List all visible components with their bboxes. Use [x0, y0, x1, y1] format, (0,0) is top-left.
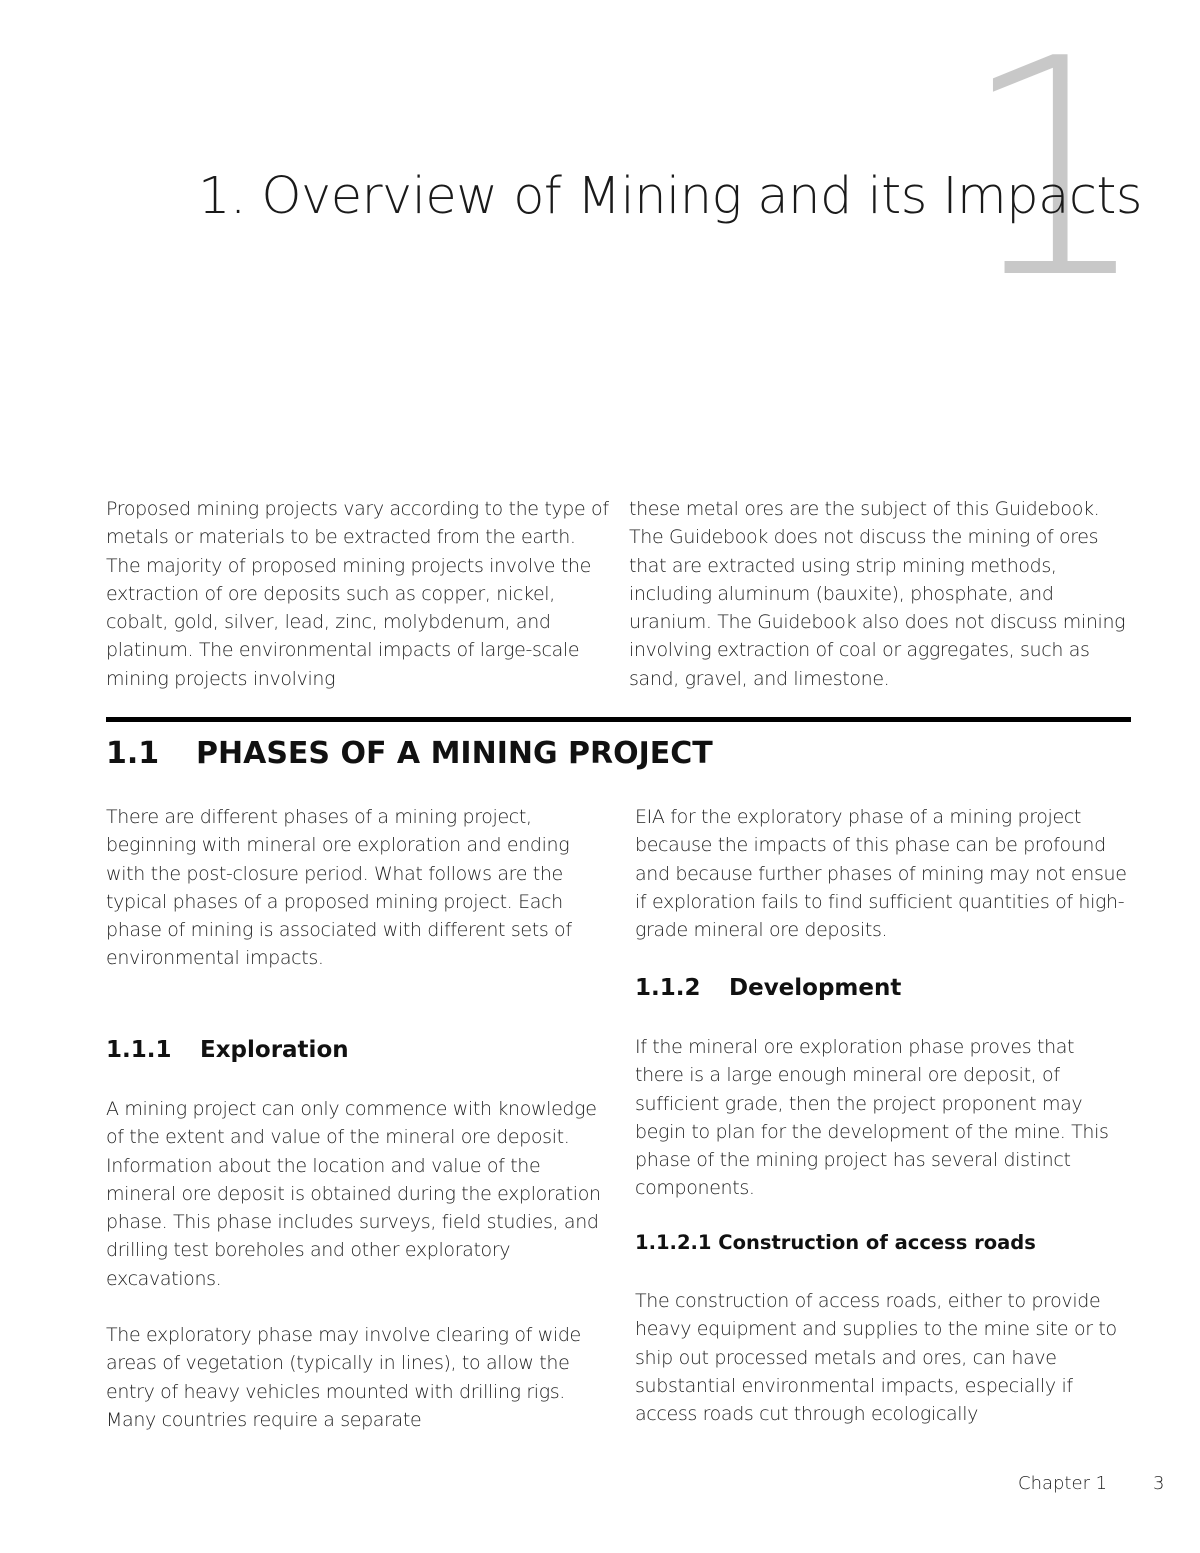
exploration-paragraph-2-continued: EIA for the exploratory phase of a mining project because the impacts of this phase can be profound and because further phases of mining may not ensue if exploration fails to find sufficient quantities of high-grade mineral ore deposits.: [635, 806, 1127, 942]
section-title: PHASES OF A MINING PROJECT: [196, 736, 713, 771]
subsection-heading-exploration: [106, 1034, 349, 1066]
subsection-number: 1.1.1: [106, 1037, 172, 1063]
subsubsection-heading-access-roads: 1.1.2.1 Construction of access roads: [635, 1231, 1036, 1254]
chapter-number-watermark: 1: [960, 0, 1141, 344]
phases-paragraph: There are different phases of a mining project, beginning with mineral ore exploration and ending with the post-closure period. What follows are the typical phases of a proposed mining project. Each phase of mining is associated with different sets of environmental impacts.: [106, 806, 572, 970]
section-heading-1-1: [106, 733, 713, 775]
subsection-title: Development: [729, 975, 902, 1001]
footer-page-number: 3: [1153, 1473, 1165, 1494]
chapter-title: 1. Overview of Mining and its Impacts: [198, 167, 1142, 227]
section-number: 1.1: [106, 736, 160, 771]
access-roads-paragraph: The construction of access roads, either to provide heavy equipment and supplies to the mine site or to ship out processed metals and ores, can have substantial environmental impacts, especially if access roads cut through ecologically: [635, 1290, 1117, 1426]
subsection-number: 1.1.2: [635, 975, 701, 1001]
intro-paragraph-right: these metal ores are the subject of this Guidebook. The Guidebook does not discuss the mining of ores that are extracted using strip mining methods, including aluminum (bauxite), phosphate, and uranium. The Guidebook also does not discuss mining involving extraction of coal or aggregates, such as sand, gravel, and limestone.: [629, 498, 1126, 690]
section-divider: [106, 717, 1131, 722]
subsection-heading-development: [635, 972, 901, 1004]
exploration-paragraph-2: The exploratory phase may involve clearing of wide areas of vegetation (typically in lines), to allow the entry of heavy vehicles mounted with drilling rigs. Many countries require a separate: [106, 1324, 581, 1431]
development-paragraph: If the mineral ore exploration phase proves that there is a large enough mineral ore deposit, of sufficient grade, then the project proponent may begin to plan for the development of the mine. This phase of the mining project has several distinct components.: [635, 1036, 1109, 1200]
footer-chapter-label: Chapter 1: [1018, 1473, 1108, 1494]
exploration-paragraph-1: A mining project can only commence with knowledge of the extent and value of the mineral ore deposit. Information about the location and value of the mineral ore deposit is obtained during the exploration phase. This phase includes surveys, field studies, and drilling test boreholes and other exploratory excavations.: [106, 1098, 601, 1290]
subsection-title: Exploration: [200, 1037, 349, 1063]
intro-paragraph-left: Proposed mining projects vary according to the type of metals or materials to be extracted from the earth. The majority of proposed mining projects involve the extraction of ore deposits such as copper, nickel, cobalt, gold, silver, lead, zinc, molybdenum, and platinum. The environmental impacts of large-scale mining projects involving: [106, 498, 609, 690]
